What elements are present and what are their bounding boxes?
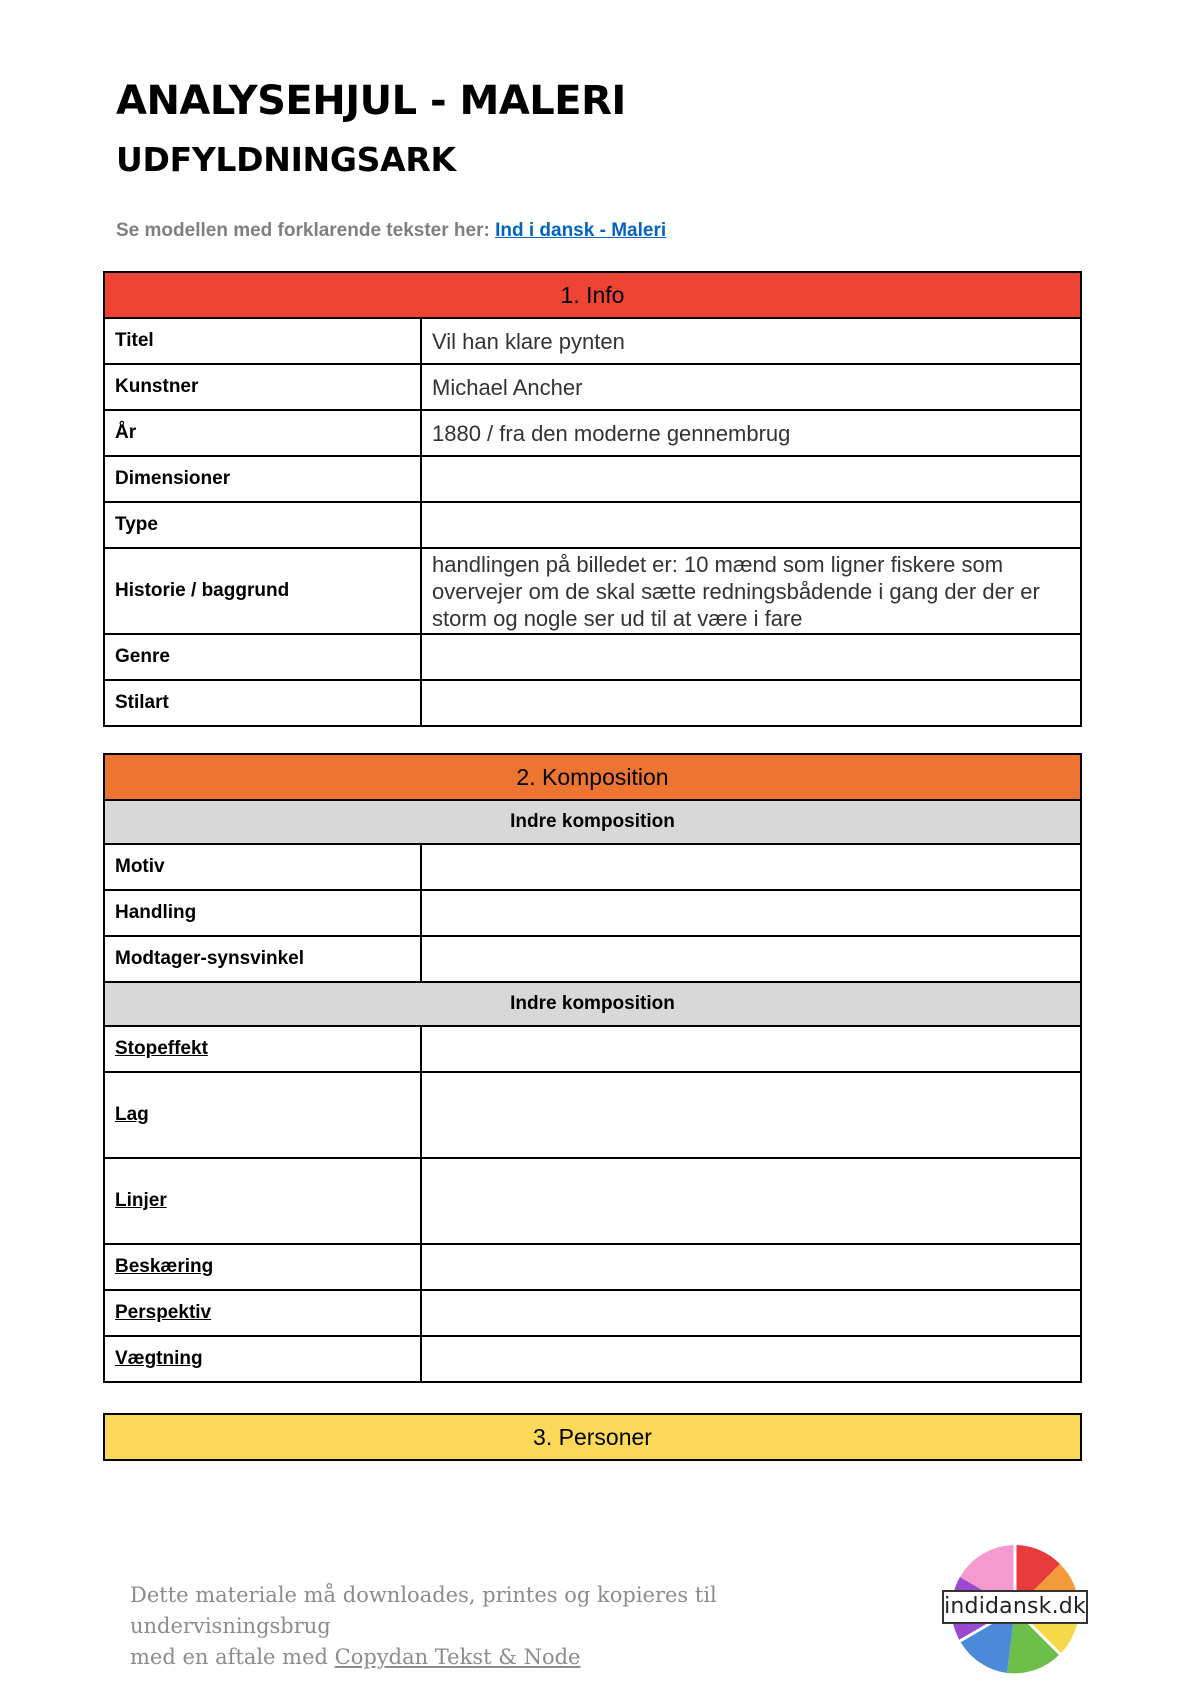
field-linjer[interactable] — [421, 1158, 1081, 1244]
komposition-heading: 2. Komposition — [104, 754, 1081, 800]
footer-line-2-text: med en aftale med — [130, 1645, 335, 1669]
page-subtitle: UDFYLDNINGSARK — [116, 140, 456, 179]
row-label-perspektiv[interactable]: Perspektiv — [104, 1290, 421, 1336]
footer-line-1: Dette materiale må downloades, printes og kopieres til undervisningsbrug — [130, 1583, 717, 1638]
logo-text: indidansk.dk — [942, 1590, 1088, 1624]
row-label-lag[interactable]: Lag — [104, 1072, 421, 1158]
field-kunstner[interactable]: Michael Ancher — [421, 364, 1081, 410]
row-label-linjer[interactable]: Linjer — [104, 1158, 421, 1244]
row-label-stopeffekt[interactable]: Stopeffekt — [104, 1026, 421, 1072]
personer-table — [103, 1413, 1082, 1461]
komposition-table — [103, 753, 1082, 1383]
row-label-titel: Titel — [104, 318, 421, 364]
footer-note — [130, 1580, 890, 1673]
subsection-heading-2: Indre komposition — [104, 982, 1081, 1026]
info-table — [103, 271, 1082, 727]
field-lag[interactable] — [421, 1072, 1081, 1158]
row-label-beskaering[interactable]: Beskæring — [104, 1244, 421, 1290]
field-titel[interactable]: Vil han klare pynten — [421, 318, 1081, 364]
footer-line-2 — [130, 1642, 890, 1673]
field-perspektiv[interactable] — [421, 1290, 1081, 1336]
field-type[interactable] — [421, 502, 1081, 548]
row-label-motiv: Motiv — [104, 844, 421, 890]
field-dimensioner[interactable] — [421, 456, 1081, 502]
row-label-dimensioner: Dimensioner — [104, 456, 421, 502]
row-label-type: Type — [104, 502, 421, 548]
page-title: ANALYSEHJUL - MALERI — [116, 78, 626, 124]
field-vaegtning[interactable] — [421, 1336, 1081, 1382]
field-beskaering[interactable] — [421, 1244, 1081, 1290]
field-stopeffekt[interactable] — [421, 1026, 1081, 1072]
field-stilart[interactable] — [421, 680, 1081, 726]
field-genre[interactable] — [421, 634, 1081, 680]
personer-heading: 3. Personer — [104, 1414, 1081, 1460]
field-handling[interactable] — [421, 890, 1081, 936]
row-label-stilart: Stilart — [104, 680, 421, 726]
row-label-genre: Genre — [104, 634, 421, 680]
row-label-vaegtning[interactable]: Vægtning — [104, 1336, 421, 1382]
subsection-heading-1: Indre komposition — [104, 800, 1081, 844]
row-label-aar: År — [104, 410, 421, 456]
info-heading: 1. Info — [104, 272, 1081, 318]
field-historie[interactable]: handlingen på billedet er: 10 mænd som ligner fiskere som overvejer om de skal sætte redningsbådende i gang der der er storm og nogle ser ud til at være i fare — [421, 548, 1081, 634]
copydan-link[interactable]: Copydan Tekst & Node — [334, 1645, 581, 1669]
row-label-modtager: Modtager-synsvinkel — [104, 936, 421, 982]
model-link[interactable]: Ind i dansk - Maleri — [495, 220, 667, 241]
row-label-kunstner: Kunstner — [104, 364, 421, 410]
intro-text: Se modellen med forklarende tekster her: — [116, 220, 496, 241]
field-motiv[interactable] — [421, 844, 1081, 890]
intro-line — [116, 220, 666, 242]
field-modtager[interactable] — [421, 936, 1081, 982]
field-aar[interactable]: 1880 / fra den moderne gennembrug — [421, 410, 1081, 456]
row-label-historie: Historie / baggrund — [104, 548, 421, 634]
row-label-handling: Handling — [104, 890, 421, 936]
